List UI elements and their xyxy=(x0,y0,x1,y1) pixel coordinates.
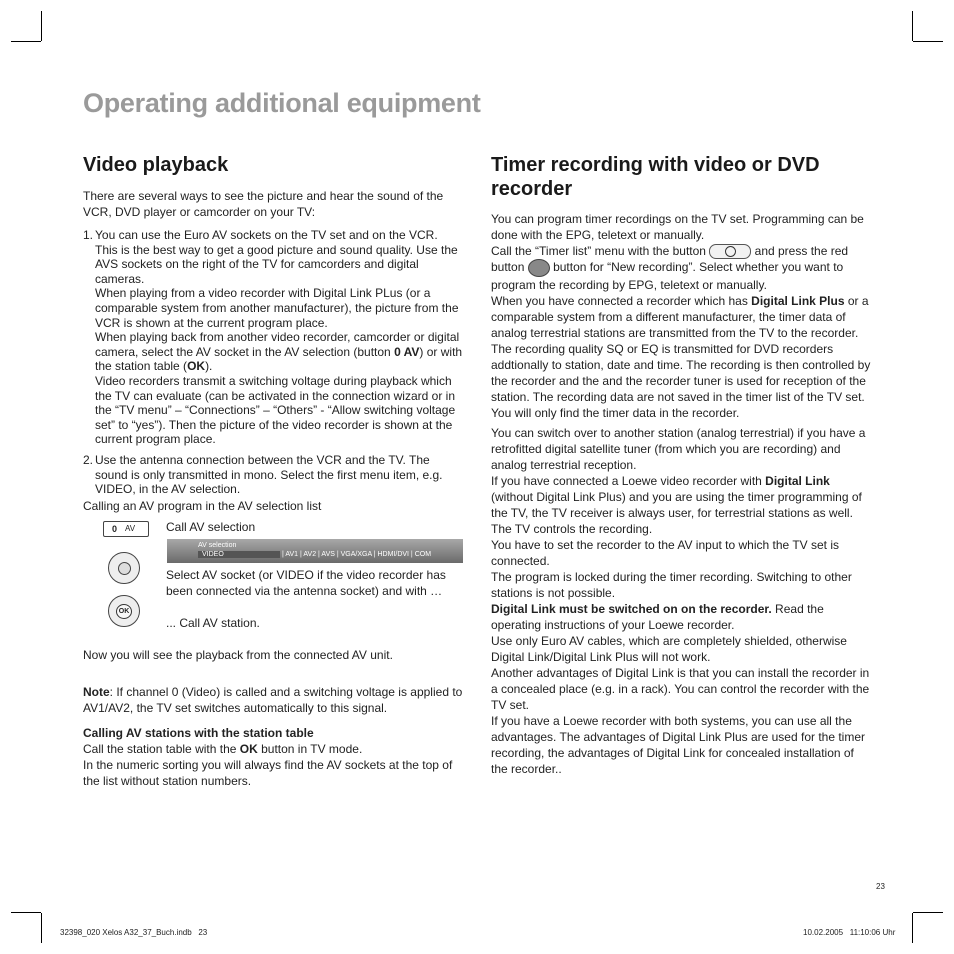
paragraph-bold: Digital Link Plus xyxy=(751,294,845,309)
av-item-selected[interactable]: VIDEO xyxy=(198,551,280,558)
paragraph-text: Read the operating instructions of your Loewe recorder. xyxy=(491,602,824,633)
av-item[interactable]: VGA/XGA xyxy=(340,551,372,558)
call-av-selection-label: Call AV selection xyxy=(166,520,256,534)
paragraph xyxy=(491,601,873,633)
step-1-text: Video recorders transmit a switching voltage during playback which the TV can evaluate (can be activated in the connection wizard or in the “TV menu” – “Connections” – “Others” - “Allow switching voltage set” to “yes”). Then the picture of the video recorder is shown at the current program place. xyxy=(95,373,456,447)
station-text: In the numeric sorting you will always find the AV sockets at the top of the list without station numbers. xyxy=(83,758,453,788)
av-item[interactable]: HDMI/DVI xyxy=(377,551,409,558)
step-1-text: ). xyxy=(205,359,213,374)
av-selection-bar xyxy=(167,539,463,563)
step-2 xyxy=(83,453,463,497)
paragraph: Another advantages of Digital Link is that you can install the recorder in a concealed place (e.g. in a rack). You can control the recorder with the TV set. xyxy=(491,666,870,713)
av-selection-label: AV selection xyxy=(198,542,237,549)
button-ref: OK xyxy=(239,742,258,756)
paragraph-text: (without Digital Link Plus) and you are using the timer programming of the TV, the TV receiver is always user, for terrestrial stations as well. The TV controls the recording. xyxy=(491,490,862,537)
paragraph: You have to set the recorder to the AV input to which the TV set is connected. xyxy=(491,538,839,569)
intro-text: There are several ways to see the picture and hear the sound of the VCR, DVD player or camcorder on your TV: xyxy=(83,189,444,219)
button-ref: OK xyxy=(187,359,206,374)
crop-mark xyxy=(913,912,943,913)
av-item[interactable]: AV2 xyxy=(303,551,317,558)
crop-mark xyxy=(11,912,41,913)
paragraph-text: or a comparable system from a different manufacturer, the timer data of analog terrestrial stations are transmitted from the TV to the recorder. The recording quality SQ or EQ is transmitted for DVD recorders addtionally to station, date and time. The recording is then controlled by the recorder and the and the recorder tuner is used for reception of the station. The recording data are not saved in the timer list of the TV set. You will only find the timer data in the recorder. xyxy=(491,294,871,421)
av-item[interactable]: AVS xyxy=(321,551,335,558)
right-column xyxy=(491,211,873,777)
ok-label: OK xyxy=(116,604,132,619)
station-table-section xyxy=(83,725,463,789)
paragraph-text: button for “New recording”. Select whether you want to program the recording by EPG, teletext or manually. xyxy=(491,260,844,293)
paragraph: If you have a Loewe recorder with both systems, you can use all the advantages. The advantages of Digital Link Plus are used for the timer recording, the advantages of Digital Link for concealed installation of the recorder.. xyxy=(491,714,865,777)
note-text: : If channel 0 (Video) is called and a switching voltage is applied to AV1/AV2, the TV set switches automatically to this signal. xyxy=(83,685,463,715)
navigation-center-icon xyxy=(118,562,131,575)
footer-date: 10.02.2005 11:10:06 Uhr xyxy=(803,928,896,937)
step-1 xyxy=(83,228,463,447)
av-selection-row: VIDEO | AV1 | AV2 | AVS | VGA/XGA | HDMI/DVI | COM xyxy=(198,551,431,558)
paragraph xyxy=(491,293,873,421)
footer-file: 32398_020 Xelos A32_37_Buch.indb 23 xyxy=(60,928,208,937)
paragraph: You can switch over to another station (analog terrestrial) if you have a retrofitted digital satellite tuner (from which you are recording) and analog terrestrial reception. xyxy=(491,426,866,473)
crop-mark xyxy=(11,41,41,42)
calling-av-text: Calling an AV program in the AV selection list xyxy=(83,498,322,513)
note-label: Note xyxy=(83,685,110,699)
video-playback-heading: Video playback xyxy=(83,154,229,176)
station-heading: Calling AV stations with the station table xyxy=(83,726,314,740)
paragraph: You can program timer recordings on the TV set. Programming can be done with the EPG, teletext or manually. xyxy=(491,212,864,242)
timer-button-icon xyxy=(709,244,751,259)
key-zero: 0 xyxy=(112,524,118,534)
ok-button-icon xyxy=(108,595,140,627)
playback-note: Now you will see the playback from the connected AV unit. xyxy=(83,648,393,662)
av-item[interactable]: COM xyxy=(414,551,432,558)
navigation-ring-icon xyxy=(108,552,140,584)
av-item[interactable]: AV1 xyxy=(285,551,299,558)
red-button-icon xyxy=(528,259,550,277)
note-paragraph xyxy=(83,684,463,716)
page-title: Operating additional equipment xyxy=(83,88,481,118)
station-text: button in TV mode. xyxy=(257,742,363,756)
paragraph-text: Call the “Timer list” menu with the button xyxy=(491,244,706,258)
paragraph-bold: Digital Link xyxy=(765,474,830,489)
left-column xyxy=(83,188,463,514)
select-socket-text: Select AV socket (or VIDEO if the video recorder has been connected via the antenna socket) and with … xyxy=(166,568,446,598)
button-ref: 0 AV xyxy=(394,344,420,359)
paragraph-text: When you have connected a recorder which has xyxy=(491,294,752,309)
crop-mark xyxy=(912,913,913,943)
crop-mark xyxy=(41,11,42,41)
paragraph-text: and press the red button xyxy=(491,244,849,275)
step-2-text: Use the antenna connection between the VCR and the TV. The sound is only transmitted in mono. Select the first menu item, e.g. VIDEO, in the AV selection. xyxy=(95,452,443,497)
paragraph xyxy=(491,243,873,293)
step-1-text: You can use the Euro AV sockets on the TV set and on the VCR. This is the best way to get a good picture and sound quality. Use the AVS sockets on the right of the TV for camcorders and digital cameras. xyxy=(95,228,458,286)
step-1-text: ) or with the station table ( xyxy=(95,344,463,374)
page-number: 23 xyxy=(876,882,885,891)
paragraph-bold: Digital Link must be switched on on the recorder. xyxy=(491,602,772,617)
station-text: Call the station table with the xyxy=(83,742,240,756)
crop-mark xyxy=(41,913,42,943)
step-1-text: When playing from a video recorder with Digital Link PLus (or a comparable system from another manufacturer), the picture from the VCR is shown at the current program place. xyxy=(95,286,459,330)
step-number: 1. xyxy=(83,228,94,242)
steps-list xyxy=(83,228,463,497)
crop-mark xyxy=(912,11,913,41)
step-number: 2. xyxy=(83,452,94,467)
paragraph xyxy=(491,473,873,537)
key-av: AV xyxy=(125,524,136,533)
timer-recording-heading: Timer recording with video or DVD recorder xyxy=(491,154,820,200)
paragraph: Use only Euro AV cables, which are completely shielded, otherwise Digital Link/Digital Link Plus will not work. xyxy=(491,634,847,665)
step-1-text: When playing back from another video recorder, camcorder or digital camera, select the AV socket in the AV selection (button xyxy=(95,330,460,359)
crop-mark xyxy=(913,41,943,42)
paragraph: The program is locked during the timer recording. Switching to other stations is not possible. xyxy=(491,570,852,601)
paragraph-text: If you have connected a Loewe video recorder with xyxy=(491,474,766,489)
av-key-icon xyxy=(103,521,149,537)
call-av-station-text: ... Call AV station. xyxy=(166,616,260,630)
